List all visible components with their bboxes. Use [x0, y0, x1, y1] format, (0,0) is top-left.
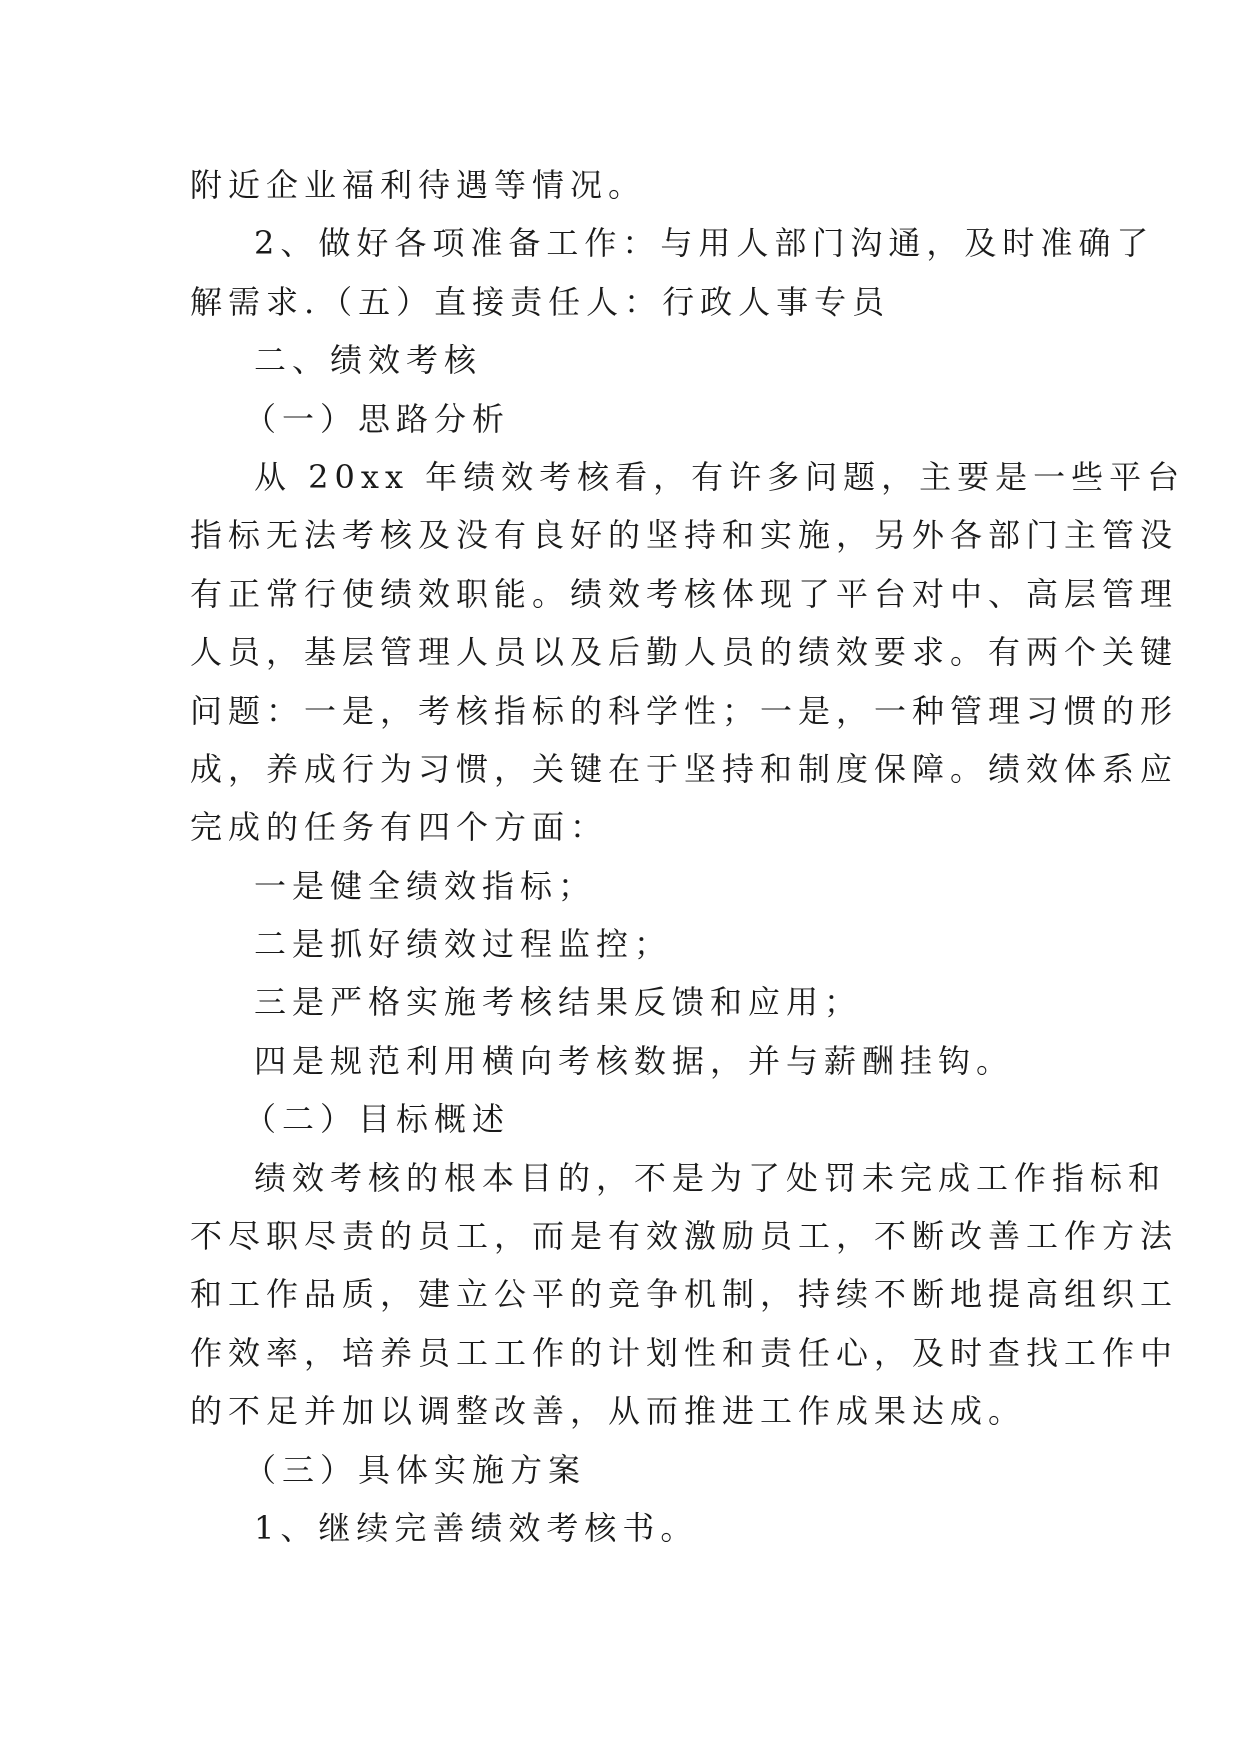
text-line: 1、继续完善绩效考核书。 — [254, 1508, 699, 1547]
text-line: 绩效考核的根本目的，不是为了处罚未完成工作指标和 — [254, 1158, 1167, 1197]
subsection-heading: （二）目标概述 — [244, 1100, 511, 1139]
subsection-heading: （三）具体实施方案 — [244, 1450, 587, 1489]
text-line: 附近企业福利待遇等情况。 — [190, 166, 647, 204]
list-item: 四是规范利用横向考核数据，并与薪酬挂钩。 — [254, 1041, 1015, 1080]
list-item: 二是抓好绩效过程监控； — [254, 925, 673, 964]
text-line: 成，养成行为习惯，关键在于坚持和制度保障。绩效体系应 — [190, 749, 1179, 788]
text-line: 和工作品质，建立公平的竞争机制，持续不断地提高组织工 — [190, 1275, 1179, 1314]
text-line: 不尽职尽责的员工，而是有效激励员工，不断改善工作方法 — [190, 1217, 1179, 1256]
text-line: 人员，基层管理人员以及后勤人员的绩效要求。有两个关键 — [190, 633, 1179, 672]
section-heading: 二、绩效考核 — [254, 341, 483, 380]
subsection-heading: （一）思路分析 — [244, 399, 511, 438]
list-item: 一是健全绩效指标； — [254, 866, 597, 905]
text-line: 问题：一是，考核指标的科学性；一是，一种管理习惯的形 — [190, 691, 1179, 730]
text-line: 解需求.（五）直接责任人：行政人事专员 — [190, 282, 891, 321]
text-line: 2、做好各项准备工作：与用人部门沟通，及时准确了 — [254, 224, 1155, 263]
text-line: 完成的任务有四个方面： — [190, 808, 609, 847]
text-line: 的不足并加以调整改善，从而推进工作成果达成。 — [190, 1392, 1027, 1431]
text-line: 从 20xx 年绩效考核看，有许多问题，主要是一些平台 — [254, 457, 1186, 496]
text-line: 作效率，培养员工工作的计划性和责任心，及时查找工作中 — [190, 1333, 1179, 1372]
text-line: 指标无法考核及没有良好的坚持和实施，另外各部门主管没 — [190, 516, 1179, 555]
list-item: 三是严格实施考核结果反馈和应用； — [254, 983, 863, 1022]
document-body — [190, 156, 1186, 1557]
text-line: 有正常行使绩效职能。绩效考核体现了平台对中、高层管理 — [190, 574, 1179, 613]
